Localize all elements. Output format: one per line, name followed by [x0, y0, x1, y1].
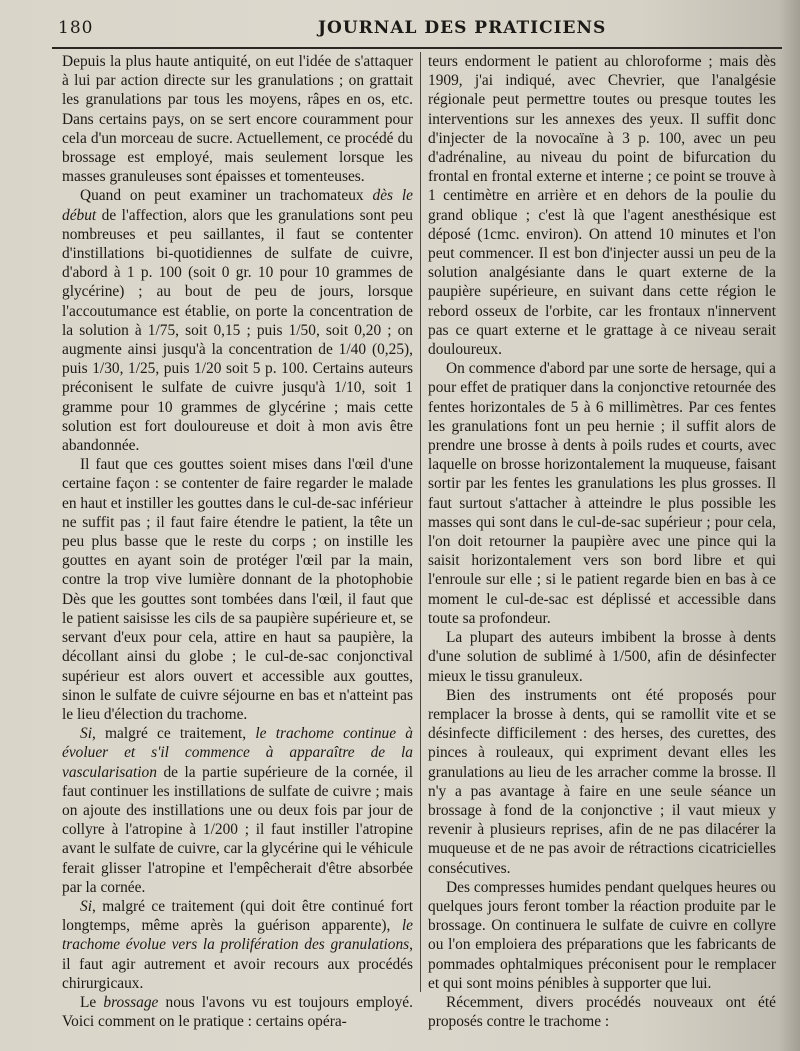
- column-divider: [420, 52, 421, 992]
- paragraph-text: de la partie supérieure de la cornée, il faut continuer les instillations de sulfate de cuivre ; mais on ajoute des instillations une ou deux fois par jour de collyre à l'atropine à 1/200 ; il faut instiller l'atropine avant le sulfate de cuivre, car la glycérine qui le véhicule ferait glisser l'atropine et l'empêcherait d'être absorbée par la cornée.: [62, 763, 413, 896]
- italic-text: le trachome continue à évoluer et s'il commence à apparaître de la vascularisation: [62, 725, 413, 781]
- italic-text: Si: [80, 897, 92, 915]
- paragraph: [62, 186, 413, 455]
- paragraph-text: Depuis la plus haute antiquité, on eut l'idée de s'attaquer à lui par action directe sur les granulations ; on grattait les granulations par tous les moyens, râpes en os, etc. Dans certains pays, on se sert encore couramment pour cela d'un morceau de sucre. Actuellement, ce procédé du brossage est employé, mais seulement lorsque les masses granuleuses sont épaisses et tomenteuses.: [62, 53, 413, 186]
- paragraph-text: teurs endorment le patient au chloroforme ; mais dès 1909, j'ai indiqué, avec Chevrier, que l'analgésie régionale peut permettre toutes ou presque toutes les interventions sur les annexes des yeux. Il suffit donc d'injecter de la novocaïne à 3 p. 100, avec un peu d'adrénaline, au niveau du point de bifurcation du frontal en frontal externe et interne ; ce point se trouve à 1 centimètre en arrière et en dehors de la poulie du grand oblique ; c'est là que l'agent anesthésique est déposé (1cmc. environ). On attend 10 minutes et l'on peut commencer. Il est bon d'injecter aussi un peu de la solution analgésiante dans le quart externe de la paupière supérieure, en suivant dans cette région le rebord osseux de l'orbite, car les frontaux n'innervent pas ce quart externe et le grattage à ce niveau serait douloureux.: [428, 53, 776, 359]
- paragraph-text: Des compresses humides pendant quelques heures ou quelques jours feront tomber la réaction produite par le brossage. On continuera le sulfate de cuivre en collyre ou l'on emploiera des préparations que les fabricants de pommades ophtalmiques préconisent pour le remplacer et qui sont moins pénibles à supporter que lui.: [428, 878, 776, 992]
- paragraph: [62, 455, 413, 724]
- paragraph-text: , il faut agir autrement et avoir recours aux procédés chirurgicaux.: [62, 936, 413, 992]
- header-rule: [52, 47, 782, 49]
- paragraph-text: de l'affection, alors que les granulations sont peu nombreuses et peu saillantes, il faut se contenter d'instillations bi-quotidiennes de sulfate de cuivre, d'abord à 1 p. 100 (soit 0 gr. 10 pour 10 grammes de glycérine) ; au bout de peu de jours, lorsque l'accoutumance est établie, on porte la concentration de la solution à 1/75, soit 0,15 ; puis 1/50, soit 0,20 ; on augmente ainsi jusqu'à la concentration de 1/40 (0,25), puis 1/30, 1/25, puis 1/20 soit 5 p. 100. Certains auteurs préconisent le sulfate de cuivre jusqu'à 1/10, soit 1 gramme pour 10 grammes de glycérine ; mais cette solution est fort douloureuse et doit à mon avis être abandonnée.: [62, 206, 413, 455]
- running-title: JOURNAL DES PRATICIENS: [318, 18, 607, 38]
- paragraph-text: , malgré ce traitement (qui doit être continué fort longtemps, même après la guérison apparente),: [62, 897, 413, 935]
- paragraph: [428, 52, 776, 359]
- paragraph-text: Le: [80, 993, 104, 1011]
- left-column: [62, 52, 413, 1031]
- page-header: [58, 18, 778, 42]
- right-column: [428, 52, 776, 1031]
- paragraph-text: , malgré ce traitement,: [91, 725, 256, 743]
- italic-text: brossage: [103, 993, 159, 1011]
- paragraph: [428, 686, 776, 878]
- page-number: 180: [58, 18, 94, 38]
- page-edge-shadow: [778, 0, 800, 1051]
- paragraph-text: Récemment, divers procédés nouveaux ont été proposés contre le trachome :: [428, 993, 776, 1031]
- paragraph: [428, 993, 776, 1031]
- paragraph-text: La plupart des auteurs imbibent la brosse à dents d'une solution de sublimé à 1/500, afin de désinfecter mieux le tissu granuleux.: [428, 629, 776, 685]
- paragraph: [428, 878, 776, 993]
- paragraph-text: Quand on peut examiner un trachomateux: [80, 187, 373, 205]
- italic-text: le trachome évolue vers la prolifération des granulations: [62, 917, 413, 954]
- paragraph-text: Bien des instruments ont été proposés pour remplacer la brosse à dents, qui se ramollit vite et se désinfecte difficilement : des herses, des curettes, des pinces à rouleaux, qui expriment devant elles les granulations au lieu de les arracher comme la brosse. Il n'y a pas avantage à faire en une seule séance un brossage à fond de la conjonctive ; il vaut mieux y revenir à plusieurs reprises, afin de ne pas dilacérer la muqueuse et de ne pas avoir de rétractions cicatricielles consécutives.: [428, 686, 776, 877]
- italic-text: dès le début: [62, 187, 413, 224]
- paragraph-text: nous l'avons vu est toujours employé. Voici comment on le pratique : certains opéra-: [62, 993, 413, 1031]
- paragraph: [62, 993, 413, 1031]
- italic-text: Si: [80, 725, 92, 743]
- paragraph: [428, 628, 776, 686]
- paragraph: [62, 52, 413, 186]
- paragraph-text: Il faut que ces gouttes soient mises dans l'œil d'une certaine façon : se contenter de faire regarder le malade en haut et instiller les gouttes dans le cul-de-sac inférieur ne suffit pas ; il faut faire étendre le patient, la tête un peu plus basse que le reste du corps ; on instille les gouttes en ayant soin de protéger l'œil par la main, contre la trop vive lumière donnant de la photophobie Dès que les gouttes sont tombées dans l'œil, il faut que le patient saisisse les cils de sa paupière supérieure et, se servant d'eux pour cela, attire en haut sa paupière, la décollant ainsi du globe ; le cul-de-sac conjonctival supérieur est alors ouvert et accessible aux gouttes, sinon le sulfate de cuivre séjourne en bas et n'atteint pas le lieu d'élection du trachome.: [62, 456, 413, 723]
- paragraph-text: On commence d'abord par une sorte de hersage, qui a pour effet de pratiquer dans la conjonctive retournée des fentes horizontales de 5 à 6 millimètres. Par ces fentes les granulations font un peu hernie ; il suffit alors de prendre une brosse à dents à poils rudes et courts, avec laquelle on brosse horizontalement la muqueuse, faisant sortir par les fentes les granulations les plus grosses. Il faut surtout s'attacher à atteindre le plus possible les masses qui sont dans le cul-de-sac supérieur ; pour cela, l'on doit retourner la paupière avec une pince qui la saisit horizontalement vers son bord libre et qui l'enroule sur elle ; si le patient regarde bien en bas à ce moment le cul-de-sac est déplissé et accessible dans toute sa profondeur.: [428, 360, 776, 627]
- paragraph: [62, 724, 413, 897]
- paragraph: [62, 897, 413, 993]
- paragraph: [428, 359, 776, 628]
